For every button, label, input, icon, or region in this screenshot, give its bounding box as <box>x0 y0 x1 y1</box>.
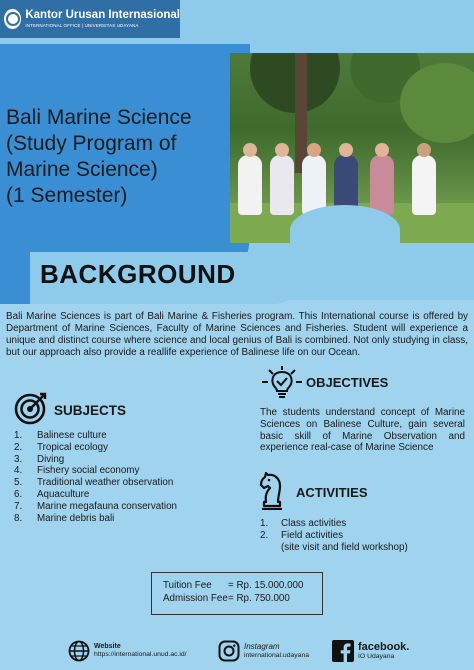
facebook-name[interactable]: IO Udayana <box>358 653 395 661</box>
list-item: 1. Balinese culture <box>14 430 107 441</box>
background-text: Bali Marine Sciences is part of Bali Marine & Fisheries program. This International course is offered by Department of Marine Sciences, Faculty of Marine Sciences and Fisheries. Student will experience a unique and distinct course where science and local genius of Bali is combined. Not only studying in class, but our approach also provide a reallife experience of Balinese life on our Ocean. <box>6 311 468 359</box>
subjects-heading: SUBJECTS <box>54 403 127 418</box>
activities-list <box>260 518 408 553</box>
title-line: Marine Science) <box>6 158 158 181</box>
photo-swoosh <box>290 205 400 255</box>
tuition-fee-value: = Rp. 15.000.000 <box>228 580 304 591</box>
fee-box <box>151 572 323 615</box>
list-item: 1. Class activities <box>260 518 347 529</box>
background-heading: BACKGROUND <box>40 259 236 289</box>
list-item-detail: (site visit and field workshop) <box>281 541 408 553</box>
instagram-icon <box>218 640 240 662</box>
website-contact[interactable] <box>68 640 187 662</box>
lightbulb-check-icon <box>260 366 304 398</box>
instagram-contact[interactable] <box>218 640 309 662</box>
list-item: 4. Fishery social economy <box>14 465 140 477</box>
list-item: 3. Diving <box>14 453 65 465</box>
list-item: 2. Field activities <box>260 529 344 541</box>
instagram-title: Instagram <box>244 641 280 651</box>
list-item: 2. Tropical ecology <box>14 441 108 453</box>
list-item: 8. Marine debris bali <box>14 512 115 524</box>
admission-fee-label: Admission Fee <box>163 592 228 604</box>
header-bar <box>0 0 180 38</box>
facebook-icon <box>332 640 354 662</box>
website-url[interactable]: https://international.unud.ac.id/ <box>94 651 187 659</box>
footer <box>0 640 474 670</box>
tuition-fee-label: Tuition Fee <box>163 580 212 591</box>
globe-icon <box>68 640 90 662</box>
objectives-text: The students understand concept of Marine Sciences on Balinese Culture, gain several basic skill of Marine Observation and experience real-case of Marine Science <box>260 407 465 454</box>
facebook-title: facebook. <box>358 641 410 654</box>
subjects-list <box>14 430 177 524</box>
program-title <box>6 105 236 209</box>
facebook-contact[interactable] <box>332 640 409 662</box>
org-name: Kantor Urusan Internasional <box>25 9 180 21</box>
list-item: 7. Marine megafauna conservation <box>14 500 177 512</box>
title-line: Bali Marine Science <box>6 106 192 129</box>
title-line: (Study Program of <box>6 132 177 155</box>
university-logo-icon <box>4 9 21 29</box>
chess-knight-icon <box>258 472 286 510</box>
list-item: 6. Aquaculture <box>14 488 90 500</box>
org-subtitle: INTERNATIONAL OFFICE | UNIVERSITAS UDAYANA <box>25 22 139 28</box>
target-icon <box>14 391 48 425</box>
website-title: Website <box>94 643 121 651</box>
instagram-handle[interactable]: international.udayana <box>244 651 309 659</box>
list-item: 5. Traditional weather observation <box>14 477 174 489</box>
title-line: (1 Semester) <box>6 184 128 207</box>
objectives-heading: OBJECTIVES <box>306 375 389 390</box>
activities-heading: ACTIVITIES <box>296 485 368 500</box>
admission-fee-value: = Rp. 750.000 <box>228 592 290 604</box>
